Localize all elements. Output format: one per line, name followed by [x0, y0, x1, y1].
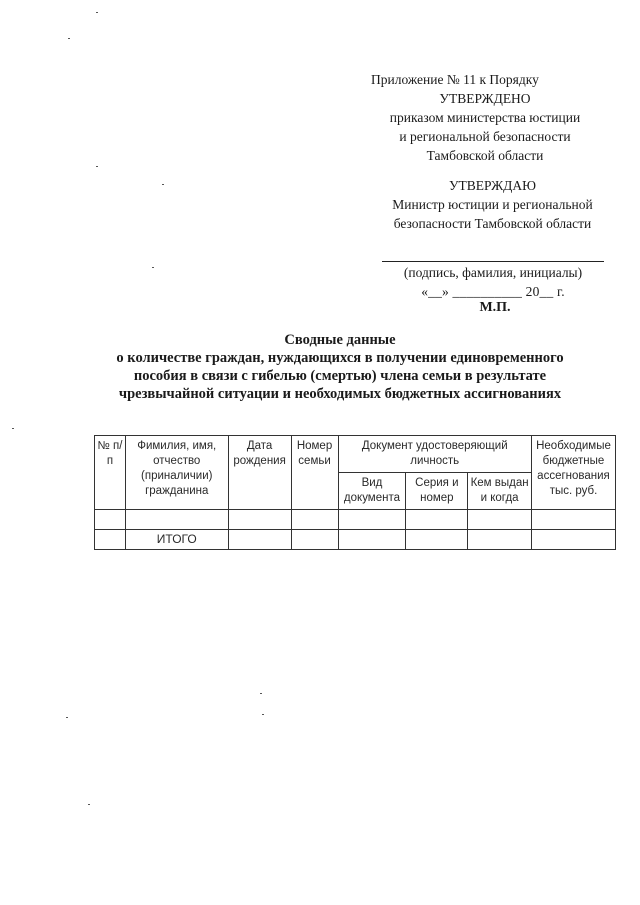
scan-speck [96, 12, 98, 13]
cell-empty [95, 530, 126, 550]
cell-empty [228, 510, 291, 530]
header-family-number: Номер семьи [291, 436, 338, 510]
scan-speck [68, 38, 70, 39]
title-line-2: о количестве граждан, нуждающихся в получении единовременного [116, 350, 564, 366]
scan-speck [260, 693, 262, 694]
title-line-4: чрезвычайной ситуации и необходимых бюджетных ассигнованиях [118, 386, 562, 402]
header-budget: Необходимые бюджетные ассегнования тыс. руб. [531, 436, 615, 510]
total-label: ИТОГО [125, 530, 228, 550]
cell-empty [468, 530, 532, 550]
scan-speck [152, 267, 154, 268]
summary-table [94, 435, 616, 550]
signature-caption-block [378, 263, 608, 301]
order-line-1: приказом министерства юстиции [389, 110, 581, 125]
scan-speck [88, 804, 90, 805]
scan-speck [162, 184, 164, 185]
scan-speck [12, 428, 14, 429]
cell-empty [338, 530, 406, 550]
approved-stamp-text: УТВЕРЖДЕНО [439, 91, 531, 106]
header-doc-series: Серия и номер [406, 473, 468, 510]
title-line-1: Сводные данные [284, 332, 396, 348]
cell-empty [338, 510, 406, 530]
header-doc-type: Вид документа [338, 473, 406, 510]
title-line-3: пособия в связи с гибелью (смертью) члена семьи в результате [133, 368, 547, 384]
signature-caption: (подпись, фамилия, инициалы) [403, 265, 583, 280]
cell-empty [95, 510, 126, 530]
header-identity-document: Документ удостоверяющий личность [338, 436, 531, 473]
cell-empty [531, 510, 615, 530]
order-line-3: Тамбовской области [426, 148, 544, 163]
table-header-row [95, 436, 616, 473]
header-name: Фимилия, имя, отчество (приналичии) гражданина [125, 436, 228, 510]
header-birth-date: Дата рождения [228, 436, 291, 510]
approve-title: УТВЕРЖДАЮ [448, 178, 537, 193]
cell-empty [228, 530, 291, 550]
minister-line-1: Министр юстиции и региональной [392, 197, 593, 212]
cell-empty [291, 510, 338, 530]
cell-empty [406, 530, 468, 550]
header-num: № п/п [95, 436, 126, 510]
order-line-2: и региональной безопасности [399, 129, 571, 144]
total-row [95, 530, 616, 550]
header-doc-issued: Кем выдан и когда [468, 473, 532, 510]
stamp-place: М.П. [479, 300, 511, 315]
minister-line-2: безопасности Тамбовской области [393, 216, 592, 231]
cell-empty [468, 510, 532, 530]
cell-empty [406, 510, 468, 530]
appendix-line: Приложение № 11 к Порядку [371, 72, 539, 87]
cell-empty [291, 530, 338, 550]
approve-block [370, 176, 615, 233]
table-row [95, 510, 616, 530]
scan-speck [66, 717, 68, 718]
cell-empty [531, 530, 615, 550]
scan-speck [262, 714, 264, 715]
cell-empty [125, 510, 228, 530]
document-title [60, 331, 620, 403]
approval-block [355, 70, 615, 165]
signature-line [382, 261, 604, 262]
scan-speck [96, 166, 98, 167]
date-line: «__» __________ 20__ г. [421, 284, 565, 299]
